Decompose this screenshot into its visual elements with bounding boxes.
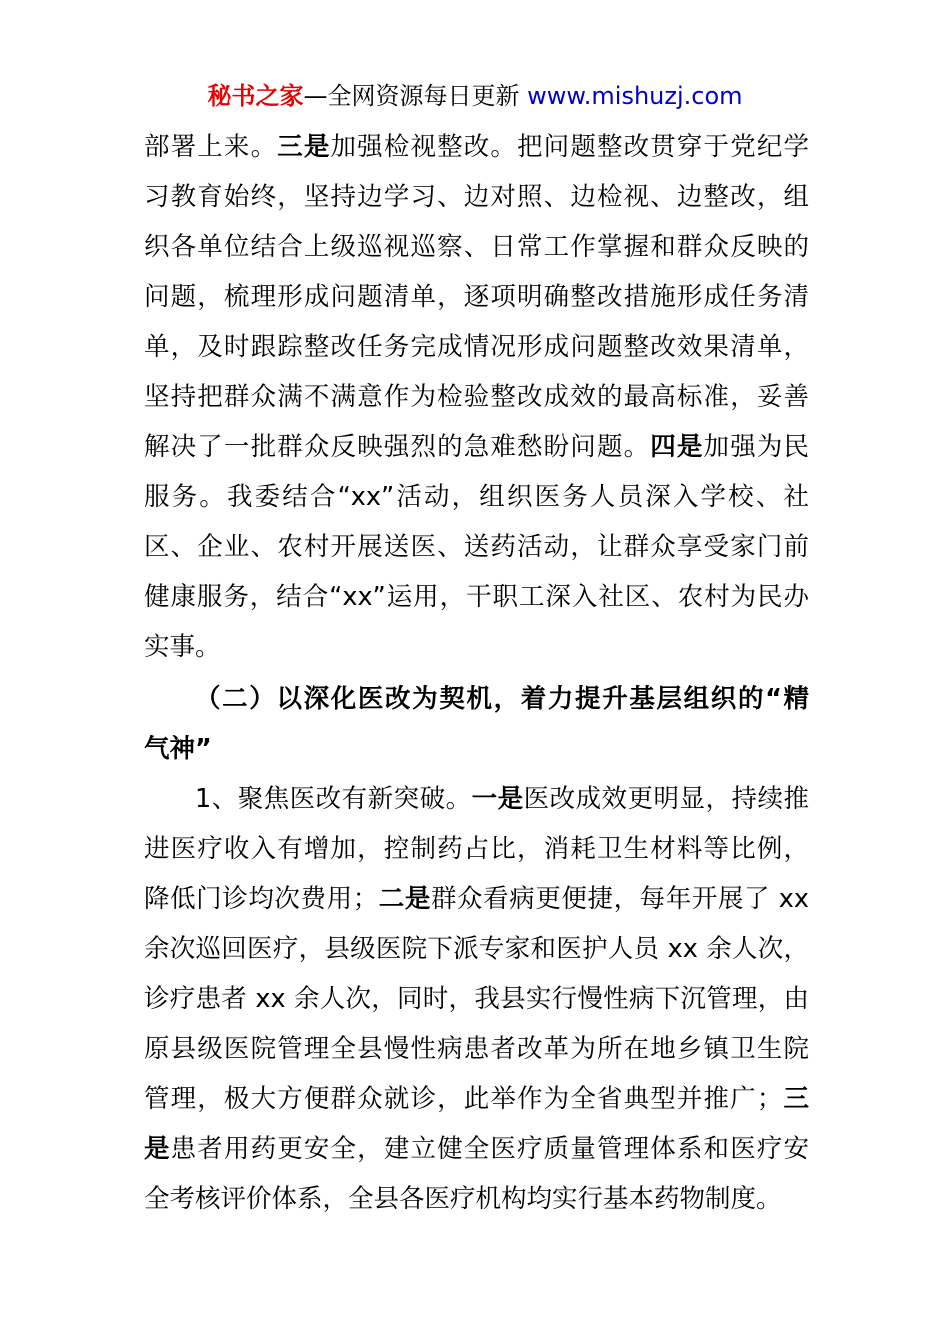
body-text: 健康服务，结合“xx”运用，干职工深入社区、农村为民办	[144, 582, 809, 612]
body-text: 原县级医院管理全县慢性病患者改革为所在地乡镇卫生院	[144, 1034, 809, 1064]
bold-text: 三	[782, 1084, 809, 1114]
body-text: 部署上来。	[144, 132, 278, 162]
body-text: 织各单位结合上级巡视巡察、日常工作掌握和群众反映的	[144, 232, 809, 262]
bold-text: 四是	[650, 432, 704, 462]
body-text: 加强为民	[703, 432, 809, 462]
site-name: 秘书之家	[207, 82, 304, 110]
body-text: 单，及时跟踪整改任务完成情况形成问题整改效果清单，	[144, 332, 809, 362]
text-line	[144, 122, 809, 172]
body-text: 实事。	[144, 632, 221, 662]
body-text: 问题，梳理形成问题清单，逐项明确整改措施形成任务清	[144, 282, 809, 312]
site-header	[0, 80, 950, 112]
bold-text: 三是	[277, 132, 331, 162]
text-line	[144, 1024, 809, 1074]
text-line	[144, 222, 809, 272]
body-text: 加强检视整改。把问题整改贯穿于党纪学	[330, 132, 809, 162]
text-line	[144, 1174, 809, 1224]
body-text: 进医疗收入有增加，控制药占比，消耗卫生材料等比例，	[144, 834, 809, 864]
text-line	[144, 1074, 809, 1124]
site-url-link[interactable]: www.mishuzj.com	[527, 82, 743, 110]
text-line	[144, 974, 809, 1024]
text-line	[144, 724, 809, 774]
body-text: 患者用药更安全，建立健全医疗质量管理体系和医疗安	[170, 1134, 809, 1164]
text-line	[144, 172, 809, 222]
bold-text: 气神”	[144, 734, 212, 764]
text-line	[144, 272, 809, 322]
body-text: 管理，极大方便群众就诊，此举作为全省典型并推广；	[144, 1084, 783, 1114]
body-text: 余次巡回医疗，县级医院下派专家和医护人员 xx 余人次，	[144, 934, 809, 964]
body-text: 医改成效更明显，持续推	[523, 784, 809, 814]
body-text: 降低门诊均次费用；	[144, 884, 379, 914]
body-text: 1、聚焦医改有新突破。	[195, 784, 472, 814]
bold-text: 是	[144, 1134, 171, 1164]
text-line	[144, 924, 809, 974]
text-line	[144, 824, 809, 874]
text-line	[144, 372, 809, 422]
body-text: 诊疗患者 xx 余人次，同时，我县实行慢性病下沉管理，由	[144, 984, 809, 1014]
bold-text: 一是	[471, 784, 524, 814]
text-line	[144, 874, 809, 924]
text-line	[144, 422, 809, 472]
text-line	[144, 572, 809, 622]
text-line	[144, 674, 809, 724]
body-text: 服务。我委结合“xx”活动，组织医务人员深入学校、社	[144, 482, 809, 512]
header-tagline: —全网资源每日更新	[303, 82, 528, 110]
text-line	[144, 622, 809, 672]
bold-text: 二是	[378, 884, 431, 914]
body-text: 习教育始终，坚持边学习、边对照、边检视、边整改，组	[144, 182, 809, 212]
text-line	[144, 522, 809, 572]
text-line	[144, 472, 809, 522]
document-body	[144, 122, 809, 1224]
text-line	[144, 322, 809, 372]
body-text: 群众看病更便捷，每年开展了 xx	[430, 884, 809, 914]
body-text: 解决了一批群众反映强烈的急难愁盼问题。	[144, 432, 651, 462]
body-text: 坚持把群众满不满意作为检验整改成效的最高标准，妥善	[144, 382, 809, 412]
text-line	[144, 774, 809, 824]
body-text: 区、企业、农村开展送医、送药活动，让群众享受家门前	[144, 532, 809, 562]
text-line	[144, 1124, 809, 1174]
bold-text: （二）以深化医改为契机，着力提升基层组织的“精	[195, 684, 809, 714]
body-text: 全考核评价体系，全县各医疗机构均实行基本药物制度。	[144, 1184, 782, 1214]
